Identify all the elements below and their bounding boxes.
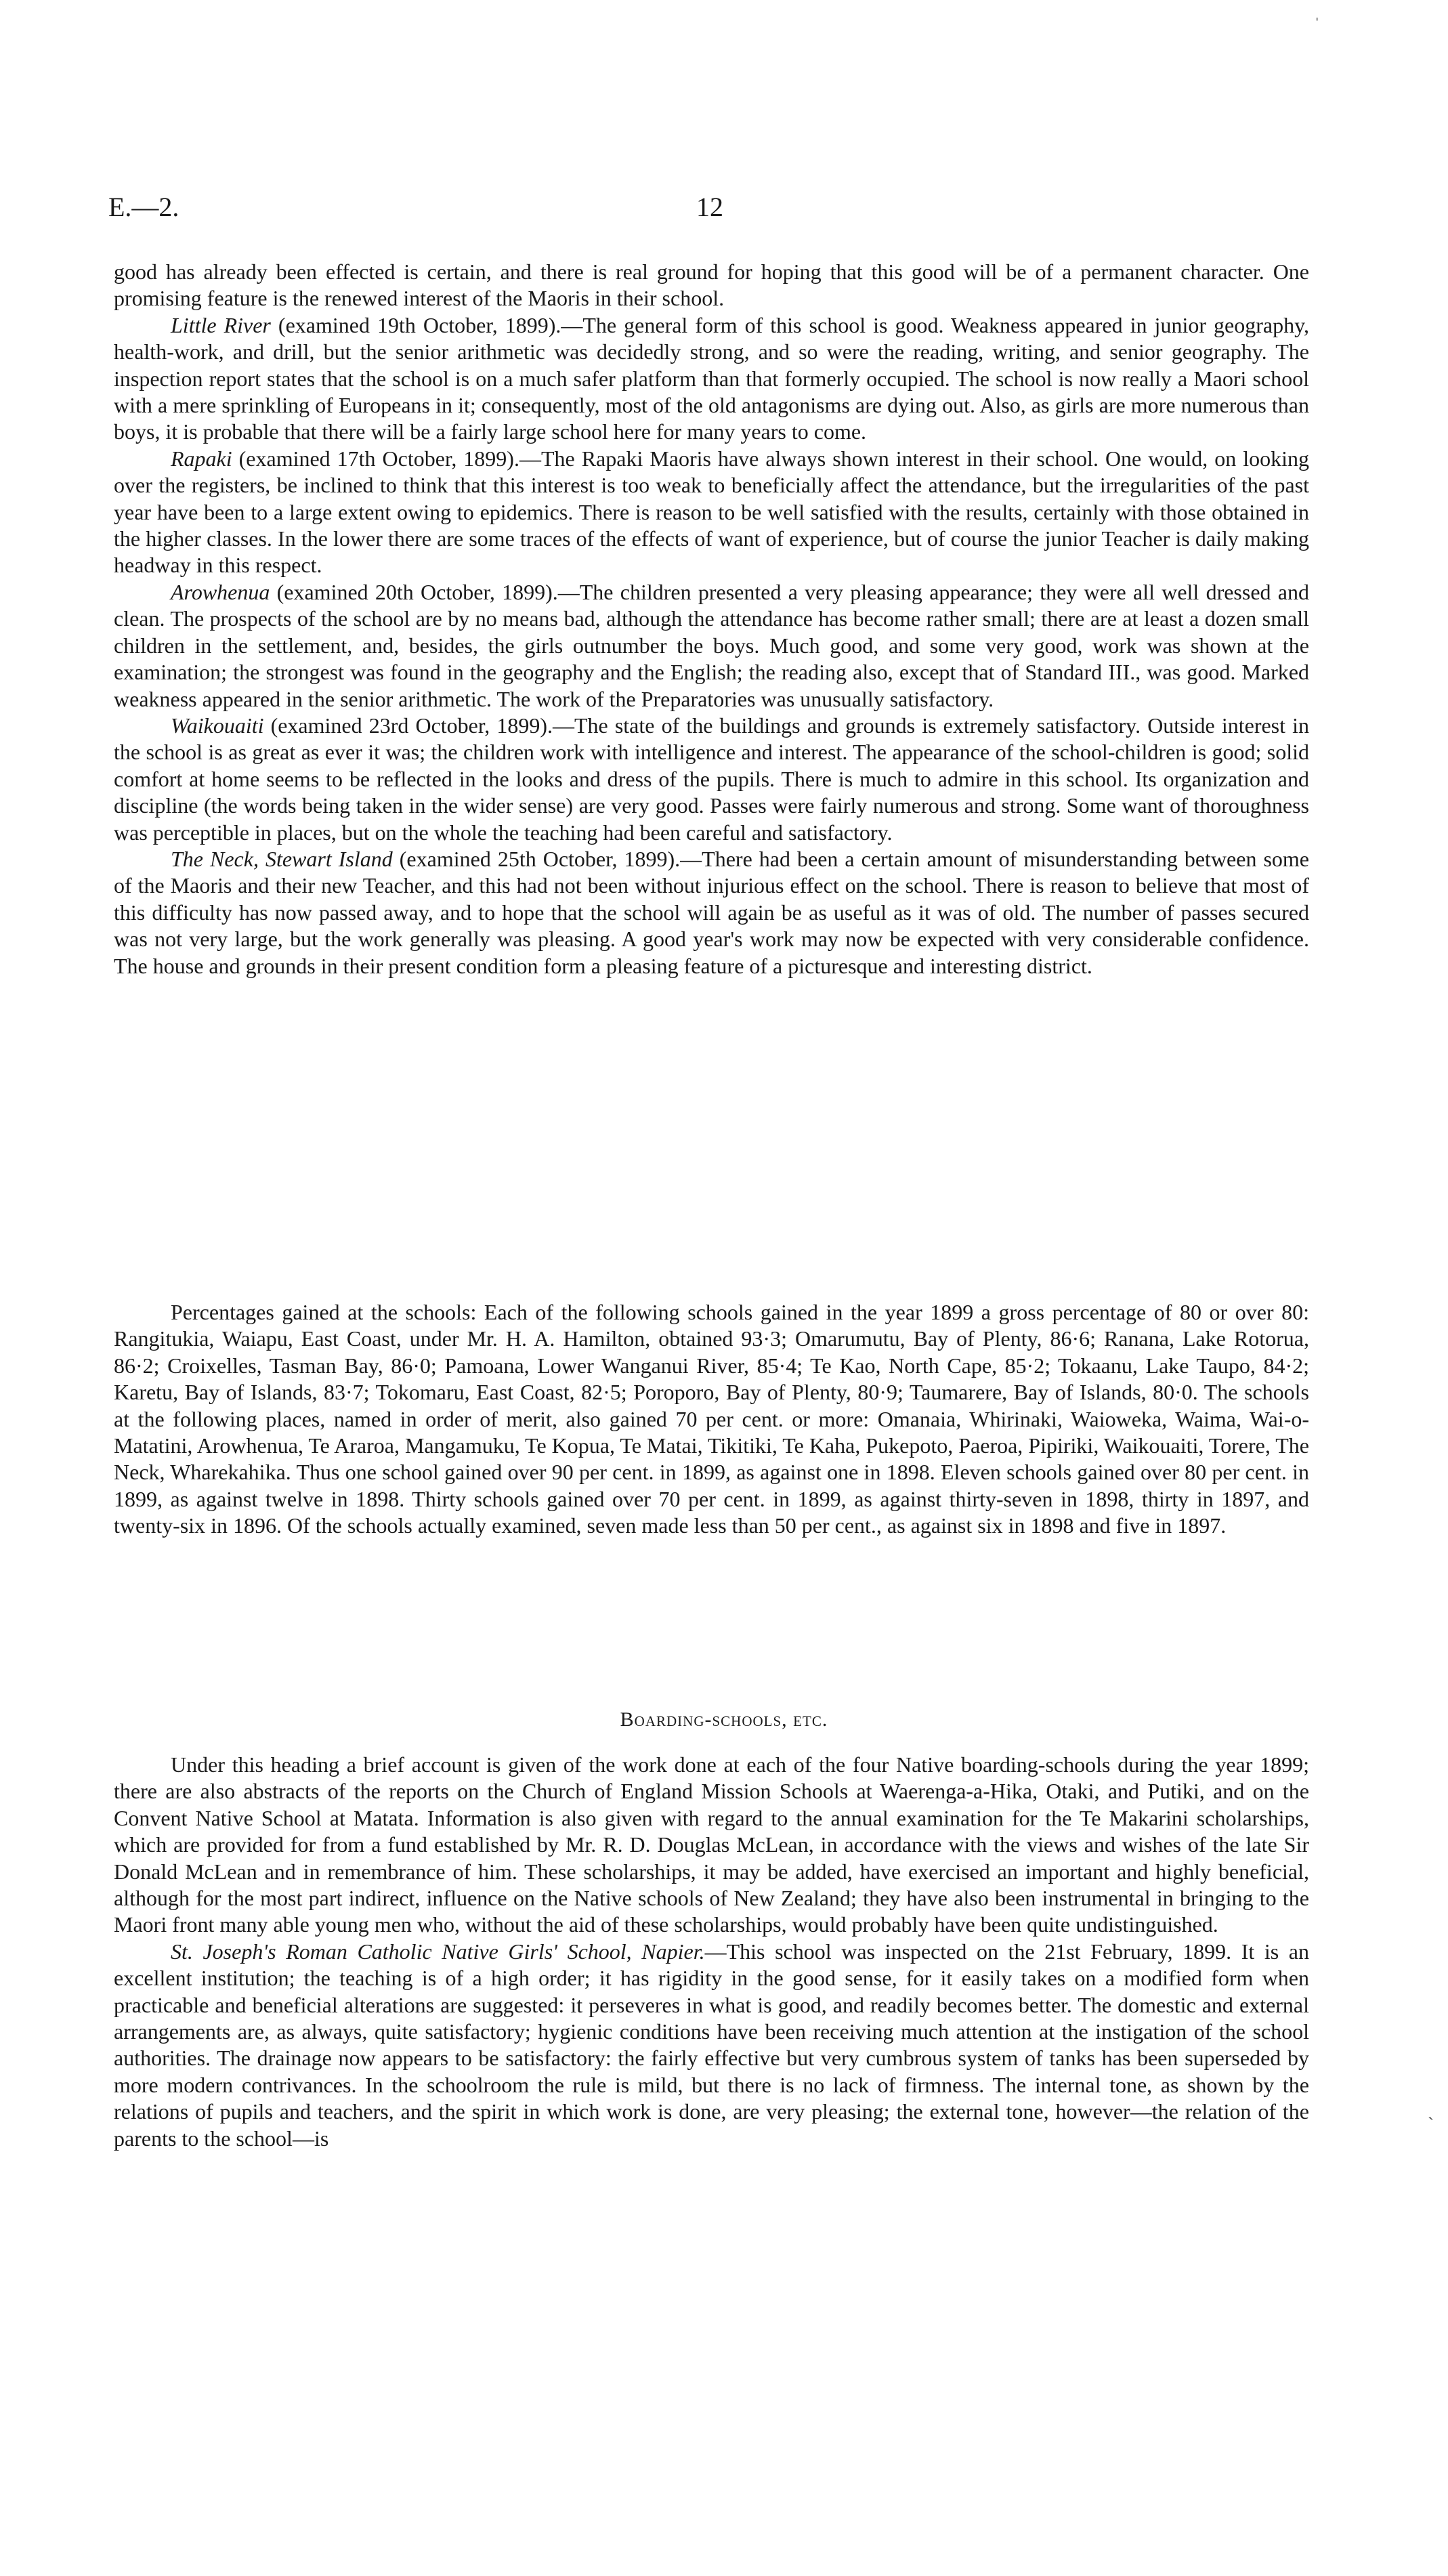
report-text: (examined 25th October, 1899).—There had been a certain amount of misunderstanding between some of the Maoris and their new Teacher, and this had not been without injurious effect on the school. There is reason to believe that most of this difficulty has now passed away, and to hope that the school will again be as useful as it was of old. The number of passes secured was not very large, but the work generally was pleasing. A good year's work may now be expected with very considerable confidence. The house and grounds in their present condition form a pleasing feature of a picturesque and interesting district.	[114, 846, 1310, 978]
school-title: The Neck, Stewart Island	[171, 846, 393, 871]
section-school-reports	[114, 259, 1309, 979]
school-title: Rapaki	[171, 446, 232, 471]
report-text: (examined 20th October, 1899).—The children presented a very pleasing appearance; they were all well dressed and clean. The prospects of the school are by no means bad, although the attendance has become rather small; there are at least a dozen small children in the settlement, and, besides, the girls outnumber the boys. Much good, and some very good, work was shown at the examination; the strongest was found in the geography and the English; the reading also, except that of Standard III., was good. Marked weakness appeared in the senior arithmetic. The work of the Preparatories was unusually satisfactory.	[114, 579, 1309, 711]
report-waikouaiti	[114, 713, 1309, 846]
school-title: Little River	[171, 312, 271, 337]
boarding-schools-heading: Boarding-schools, etc.	[620, 1708, 828, 1731]
continuation-paragraph: good has already been effected is certain, and there is real ground for hoping that this good will be of a permanent character. One promising feature is the renewed interest of the Maoris in their school.	[114, 259, 1309, 311]
section-boarding-schools	[114, 1752, 1309, 2152]
report-text: —This school was inspected on the 21st February, 1899. It is an excellent institution; the teaching is of a high order; it has rigidity in the good sense, for it easily takes on a modified form when practicable and beneficial alterations are suggested: it perseveres in what is good, and readily becomes better. The domestic and external arrangements are, as always, quite satisfactory; hygienic conditions have been receiving much attention at the instigation of the school authorities. The drainage now appears to be satisfactory: the fairly effective but very cumbrous system of tanks has been superseded by more modern contrivances. In the schoolroom the rule is mild, but there is no lack of firmness. The internal tone, as shown by the relations of pupils and teachers, and the spirit in which work is done, are very pleasing; the external tone, however—the relation of the parents to the school—is	[114, 1939, 1310, 2151]
report-little-river	[114, 312, 1309, 446]
report-st-joseph	[114, 1939, 1309, 2152]
report-text: (examined 19th October, 1899).—The general form of this school is good. Weakness appeared in junior geography, health-work, and drill, but the senior arithmetic was decidedly strong, and so were the reading, writing, and senior geography. The inspection report states that the school is on a much safer platform than that formerly occupied. The school is now really a Maori school with a mere sprinkling of Europeans in it; consequently, most of the old antagonisms are dying out. Also, as girls are more numerous than boys, it is probable that there will be a fairly large school here for many years to come.	[114, 312, 1310, 444]
report-rapaki	[114, 446, 1309, 579]
report-text: (examined 17th October, 1899).—The Rapaki Maoris have always shown interest in their school. One would, on looking over the registers, be inclined to think that this interest is too weak to beneficially affect the attendance, but the irregularities of the past year have been to a large extent owing to epidemics. There is reason to be well satisfied with the results, certainly with those obtained in the higher classes. In the lower there are some traces of the effects of want of experience, but of course the junior Teacher is daily making headway in this respect.	[114, 446, 1309, 578]
page-number: 12	[696, 192, 723, 222]
report-text: (examined 23rd October, 1899).—The state of the buildings and grounds is extremely satisfactory. Outside interest in the school is as great as ever it was; the children work with intelligence and interest. The appearance of the school-children is good; solid comfort at home seems to be reflected in the looks and dress of the pupils. There is much to admire in this school. Its organization and discipline (the words being taken in the wider sense) are very good. Passes were fairly numerous and strong. Some want of thoroughness was perceptible in places, but on the whole the teaching had been careful and satisfactory.	[114, 713, 1309, 845]
margin-edge-mark: ˏ	[1428, 2100, 1434, 2121]
school-title: Waikouaiti	[171, 713, 264, 738]
school-title: St. Joseph's Roman Catholic Native Girls' School, Napier.	[171, 1939, 705, 1964]
section-percentages	[114, 1299, 1309, 1540]
boarding-intro-paragraph: Under this heading a brief account is given of the work done at each of the four Native boarding-schools during the year 1899; there are also abstracts of the reports on the Church of England Mission Schools at Waerenga-a-Hika, Otaki, and Putiki, and on the Convent Native School at Matata. Information is also given with regard to the annual examination for the Te Makarini scholarships, which are provided for from a fund established by Mr. R. D. Douglas McLean, in accordance with the views and wishes of the late Sir Donald McLean and in remembrance of him. These scholarships, it may be added, have exercised an important and highly beneficial, although for the most part indirect, influence on the Native schools of New Zealand; they have also been instrumental in bringing to the Maori front many able young men who, without the aid of these scholarships, would probably have been quite undistinguished.	[114, 1752, 1309, 1937]
margin-tick-mark: ˈ	[1314, 15, 1321, 36]
report-arowhenua	[114, 579, 1309, 713]
document-reference: E.—2.	[108, 192, 179, 222]
report-the-neck	[114, 846, 1309, 979]
percentages-paragraph: Percentages gained at the schools: Each of the following schools gained in the year 1899 a gross percentage of 80 or over 80: Rangitukia, Waiapu, East Coast, under Mr. H. A. Hamilton, obtained 93·3; Omarumutu, Bay of Plenty, 86·6; Ranana, Lake Rotorua, 86·2; Croixelles, Tasman Bay, 86·0; Pamoana, Lower Wanganui River, 85·4; Te Kao, North Cape, 85·2; Tokaanu, Lake Taupo, 84·2; Karetu, Bay of Islands, 83·7; Tokomaru, East Coast, 82·5; Poroporo, Bay of Plenty, 80·9; Taumarere, Bay of Islands, 80·0. The schools at the following places, named in order of merit, also gained 70 per cent. or more: Omanaia, Whirinaki, Waioweka, Waima, Wai-o-Matatini, Arowhenua, Te Araroa, Mangamuku, Te Kopua, Te Matai, Tikitiki, Te Kaha, Pukepoto, Paeroa, Pipiriki, Waikouaiti, Torere, The Neck, Wharekahika. Thus one school gained over 90 per cent. in 1899, as against one in 1898. Eleven schools gained over 80 per cent. in 1899, as against twelve in 1898. Thirty schools gained over 70 per cent. in 1899, as against thirty-seven in 1898, thirty in 1897, and twenty-six in 1896. Of the schools actually examined, seven made less than 50 per cent., as against six in 1898 and five in 1897.	[114, 1300, 1309, 1538]
school-title: Arowhenua	[171, 579, 270, 604]
